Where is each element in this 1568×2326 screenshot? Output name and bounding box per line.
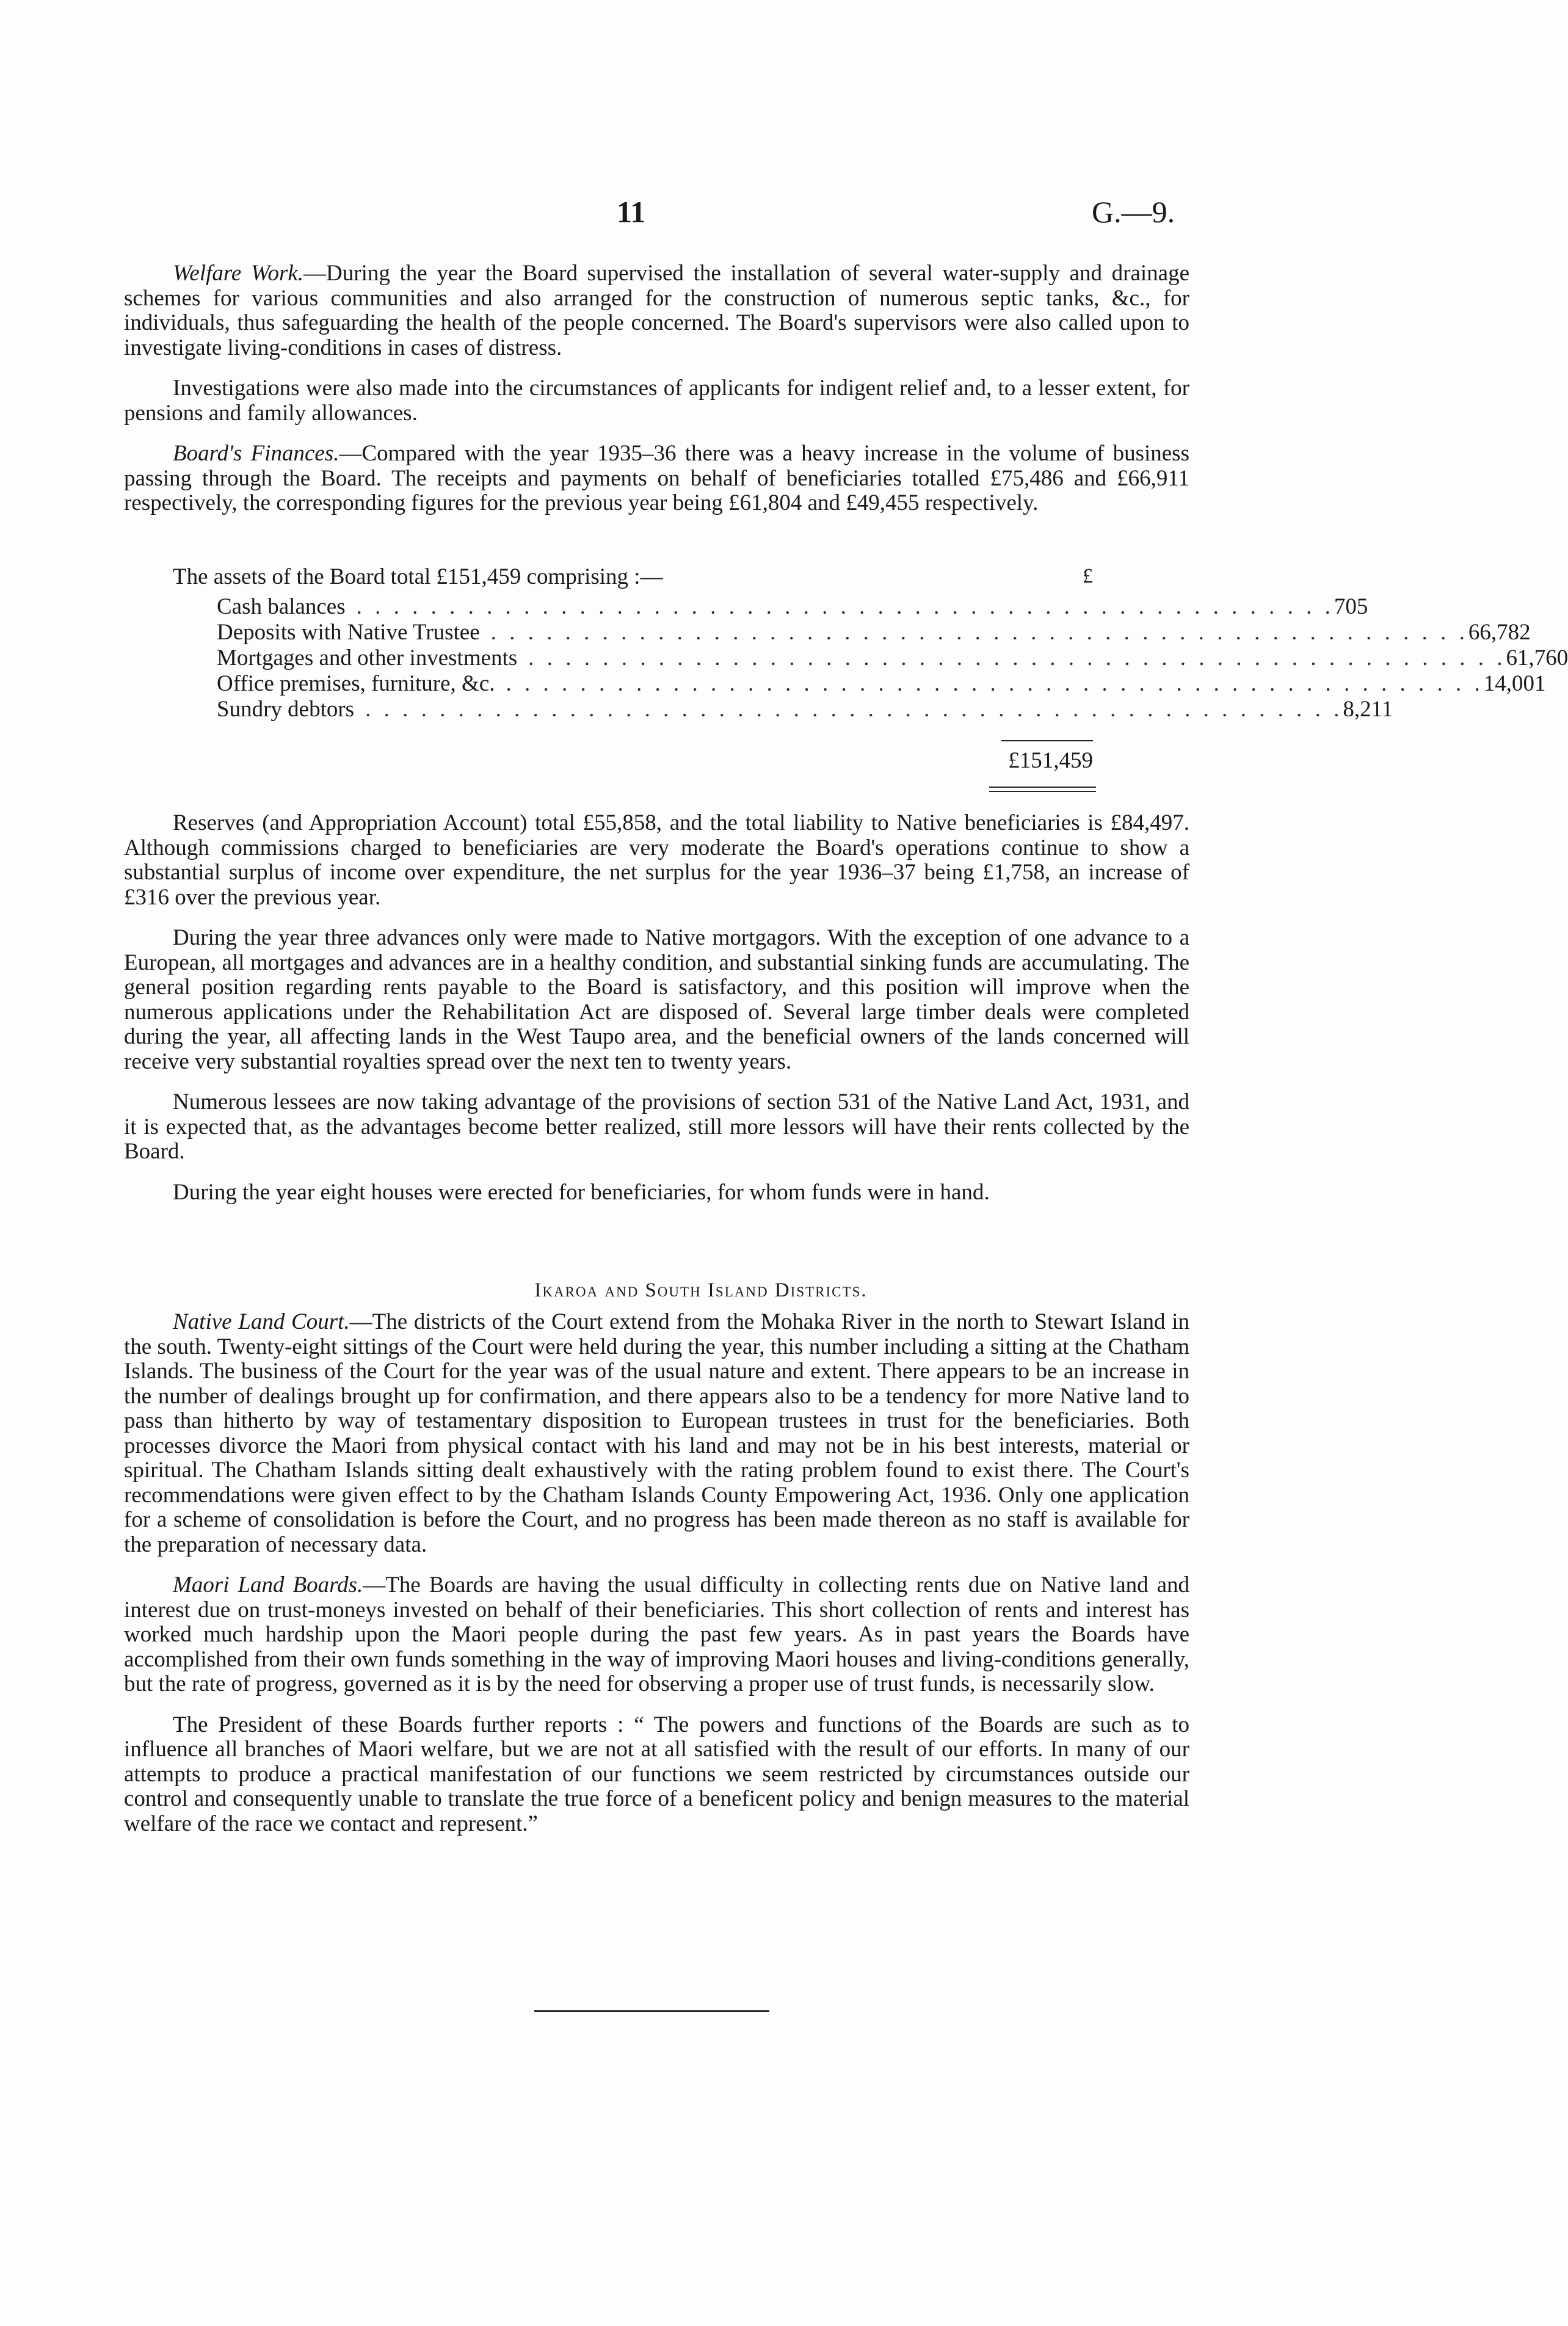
boards-text: —The Boards are having the usual difficulty in collecting rents due on Native land and interest due on trust-moneys invested on behalf of their beneficiaries. This short collection of rents and interest has worked much hardship upon the Maori people during the past few years. As in past years the Boards have accomplished from their own funds something in the way of improving Maori houses and living-conditions generally, but the rate of progress, governed as it is by the need for observing a proper use of trust funds, is necessarily slow. [124,1572,1189,1696]
court-paragraph [124,1310,1189,1557]
end-rule [534,2010,769,2012]
indigent-paragraph: Investigations were also made into the circumstances of applicants for indigent relief and, to a lesser extent, for pensions and family allowances. [124,376,1189,426]
board-body-section [124,811,1189,1221]
asset-row: Deposits with Native Trustee . . . . . . . . . . . . . . . . . . . . . . . . . . . . . . . . . . . . . . . . . . . . . . . . . . . . . 66,782 [217,620,1531,645]
court-text: —The districts of the Court extend from the Mohaka River in the north to Stewart Island in the south. Twenty-eight sittings of the Court were held during the year, this number including a sitting at the Chatham Islands. The business of the Court for the year was of the usual nature and extent. There appears to be an increase in the number of dealings brought up for confirmation, and there appears also to be a tendency for more Native land to pass than hitherto by way of testamentary disposition to European trustees in trust for the beneficiaries. Both processes divorce the Maori from physical contact with his land and may not be in his best interests, material or spiritual. The Chatham Islands sitting dealt exhaustively with the rating problem found to exist there. The Court's recommendations were given effect to by the Chatham Islands County Empowering Act, 1936. Only one application for a scheme of consolidation is before the Court, and no progress has been made thereon as no staff is available for the preparation of necessary data. [124,1309,1189,1557]
advances-paragraph: During the year three advances only were made to Native mortgagors. With the exception of one advance to a European, all mortgages and advances are in a healthy condition, and substantial sinking funds are accumulating. The general position regarding rents payable to the Board is satisfactory, and this position will improve when the numerous applications under the Rehabilitation Act are disposed of. Several large timber deals were completed during the year, all affecting lands in the West Taupo area, and the beneficial owners of the lands concerned will receive very substantial royalties spread over the next ten to twenty years. [124,925,1189,1074]
asset-row: Office premises, furniture, &c. . . . . . . . . . . . . . . . . . . . . . . . . . . . . . . . . . . . . . . . . . . . . . . . . . . . . . 14,001 [217,671,1546,696]
asset-label: Office premises, furniture, &c. [217,671,495,696]
asset-value: 61,760 [1506,645,1568,671]
assets-total: £151,459 [1008,748,1093,773]
section-heading: Ikaroa and South Island Districts. [534,1279,868,1301]
document-code: G.—9. [1092,195,1175,229]
assets-intro: The assets of the Board total £151,459 comprising :— [173,564,663,589]
asset-label: Sundry debtors [217,697,355,722]
houses-paragraph: During the year eight houses were erected for beneficiaries, for whom funds were in hand. [173,1179,990,1205]
finances-text: —Compared with the year 1935–36 there was a heavy increase in the volume of business passing through the Board. The receipts and payments on behalf of beneficiaries totalled £75,486 and £66,911 respectively, the corresponding figures for the previous year being £61,804 and £49,455 respectively. [124,441,1189,515]
asset-row: Cash balances . . . . . . . . . . . . . . . . . . . . . . . . . . . . . . . . . . . . . . . . . . . . . . . . . . . . . 705 [217,594,1368,619]
finances-lead: Board's Finances. [173,441,339,466]
reserves-paragraph: Reserves (and Appropriation Account) total £55,858, and the total liability to Native beneficiaries is £84,497. Although commissions charged to beneficiaries are very moderate the Board's operations continue to show a substantial surplus of income over expenditure, the net surplus for the year 1936–37 being £1,758, an increase of £316 over the previous year. [124,810,1189,910]
asset-value: 705 [1334,594,1368,619]
currency-heading: £ [1083,565,1093,587]
subtotal-rule [1001,740,1093,741]
lessees-paragraph: Numerous lessees are now taking advantage of the provisions of section 531 of the Native Land Act, 1931, and it is expected that, as the advantages become better realized, still more lessors will have their rents collected by the Board. [124,1089,1189,1164]
boards-paragraph [124,1573,1189,1697]
welfare-lead: Welfare Work. [173,261,304,286]
boards-lead: Maori Land Boards. [173,1572,363,1597]
assets-table [217,594,1568,722]
double-rule [989,787,1096,792]
finances-paragraph [124,442,1189,516]
asset-label: Mortgages and other investments [217,645,518,671]
welfare-section [124,261,1189,532]
president-paragraph: The President of these Boards further reports : “ The powers and functions of the Boards are such as to influence all branches of Maori welfare, but we are not at all satisfied with the result of our efforts. In many of our attempts to produce a practical manifestation of our functions we seem restricted by circumstances outside our control and consequently unable to translate the true force of a beneficent policy and benign measures to the material welfare of the race we contact and represent.” [124,1712,1189,1836]
court-lead: Native Land Court. [173,1309,350,1334]
asset-value: 14,001 [1483,671,1546,696]
asset-value: 8,211 [1343,697,1393,722]
welfare-text: —During the year the Board supervised the installation of several water-supply and drainage schemes for various communities and also arranged for the construction of numerous septic tanks, &c., for individuals, thus safeguarding the health of the people concerned. The Board's supervisors were also called upon to investigate living-conditions in cases of distress. [124,261,1189,360]
asset-value: 66,782 [1468,620,1531,645]
ikaroa-section [124,1310,1189,1852]
asset-label: Deposits with Native Trustee [217,620,480,645]
asset-label: Cash balances [217,594,346,619]
asset-row: Mortgages and other investments . . . . . . . . . . . . . . . . . . . . . . . . . . . . . . . . . . . . . . . . . . . . . . . . . . . . . 61,760 [217,645,1568,671]
page-number: 11 [617,195,646,229]
welfare-paragraph [124,261,1189,360]
asset-row: Sundry debtors . . . . . . . . . . . . . . . . . . . . . . . . . . . . . . . . . . . . . . . . . . . . . . . . . . . . . 8,211 [217,697,1393,722]
